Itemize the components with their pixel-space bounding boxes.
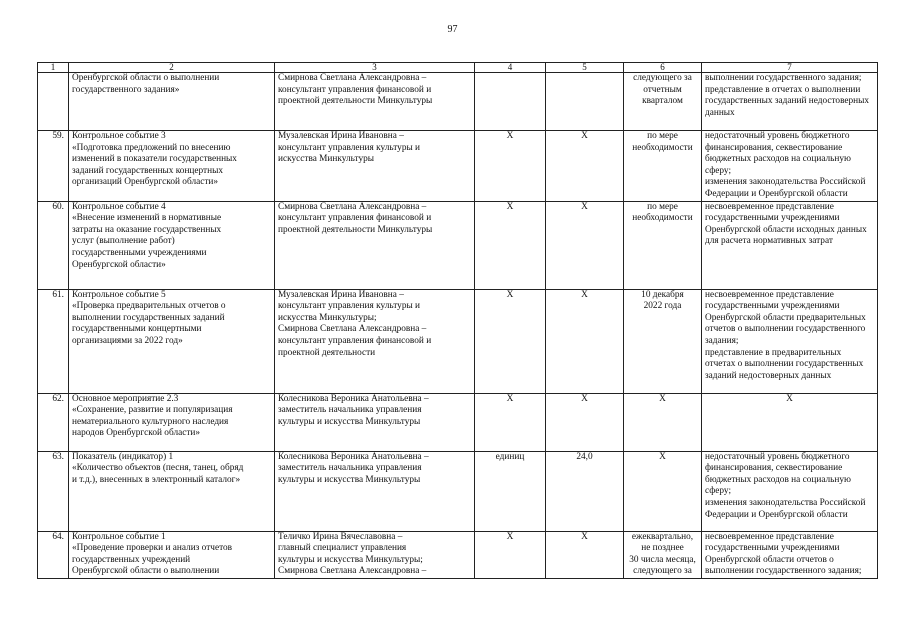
unit-cell	[475, 73, 546, 131]
responsible-cell: Колесникова Вероника Анатольевна – заместитель начальника управления культуры и искусства Минкультуры	[275, 451, 475, 531]
event-cell: Контрольное событие 5 «Проверка предварительных отчетов о выполнении государственных заданий государственными концертными организациями за 2022 год»	[69, 289, 275, 393]
value-cell: Х	[546, 289, 624, 393]
responsible-cell: Теличко Ирина Вячеславовна – главный специалист управления культуры и искусства Минкультуры; Смирнова Светлана Александровна –	[275, 531, 475, 578]
unit-cell: Х	[475, 289, 546, 393]
risks-cell: Х	[702, 393, 878, 451]
column-header: 6	[624, 63, 702, 73]
value-cell: Х	[546, 531, 624, 578]
event-cell: Контрольное событие 1 «Проведение проверки и анализ отчетов государственных учреждений Оренбургской области о выполнении	[69, 531, 275, 578]
table-row	[38, 201, 878, 289]
table-row	[38, 73, 878, 131]
deadline-cell: 10 декабря 2022 года	[624, 289, 702, 393]
table-row	[38, 531, 878, 578]
column-header: 3	[275, 63, 475, 73]
column-header: 4	[475, 63, 546, 73]
row-number: 64.	[38, 531, 69, 578]
table-row	[38, 393, 878, 451]
responsible-cell: Колесникова Вероника Анатольевна – заместитель начальника управления культуры и искусства Минкультуры	[275, 393, 475, 451]
risks-cell: несвоевременное представление государственными учреждениями Оренбургской области предварительных отчетов о выполнении государственного задания; представление в предварительных отчетах о выполнении государственных заданий недостоверных данных	[702, 289, 878, 393]
risks-cell: несвоевременное представление государственными учреждениями Оренбургской области исходных данных для расчета нормативных затрат	[702, 201, 878, 289]
risks-cell: недостаточный уровень бюджетного финансирования, секвестирование бюджетных расходов на социальную сферу; изменения законодательства Российской Федерации и Оренбургской области	[702, 451, 878, 531]
deadline-cell: следующего за отчетным кварталом	[624, 73, 702, 131]
unit-cell: Х	[475, 131, 546, 202]
unit-cell: Х	[475, 531, 546, 578]
unit-cell: Х	[475, 201, 546, 289]
row-number: 62.	[38, 393, 69, 451]
row-number: 61.	[38, 289, 69, 393]
row-number	[38, 73, 69, 131]
responsible-cell: Смирнова Светлана Александровна – консультант управления финансовой и проектной деятельности Минкультуры	[275, 201, 475, 289]
risks-cell: выполнении государственного задания; представление в отчетах о выполнении государственных заданий недостоверных данных	[702, 73, 878, 131]
responsible-cell: Музалевская Ирина Ивановна – консультант управления культуры и искусства Минкультуры; Смирнова Светлана Александровна – консультант управления финансовой и проектной деятельности	[275, 289, 475, 393]
event-cell: Основное мероприятие 2.3 «Сохранение, развитие и популяризация нематериального культурного наследия народов Оренбургской области»	[69, 393, 275, 451]
responsible-cell: Музалевская Ирина Ивановна – консультант управления культуры и искусства Минкультуры	[275, 131, 475, 202]
table-row	[38, 131, 878, 202]
unit-cell: единиц	[475, 451, 546, 531]
plan-table	[37, 62, 878, 579]
value-cell: Х	[546, 131, 624, 202]
row-number: 59.	[38, 131, 69, 202]
value-cell: Х	[546, 201, 624, 289]
event-cell: Контрольное событие 3 «Подготовка предложений по внесению изменений в показатели государственных заданий государственных концертных организаций Оренбургской области»	[69, 131, 275, 202]
risks-cell: недостаточный уровень бюджетного финансирования, секвестирование бюджетных расходов на социальную сферу; изменения законодательства Российской Федерации и Оренбургской области	[702, 131, 878, 202]
deadline-cell: Х	[624, 393, 702, 451]
table-row	[38, 451, 878, 531]
column-header: 2	[69, 63, 275, 73]
column-header: 1	[38, 63, 69, 73]
row-number: 63.	[38, 451, 69, 531]
event-cell: Оренбургской области о выполнении государственного задания»	[69, 73, 275, 131]
deadline-cell: по мере необходимости	[624, 131, 702, 202]
column-header: 7	[702, 63, 878, 73]
risks-cell: несвоевременное представление государственными учреждениями Оренбургской области отчетов о выполнении государственного задания;	[702, 531, 878, 578]
event-cell: Показатель (индикатор) 1 «Количество объектов (песня, танец, обряд и т.д.), внесенных в электронный каталог»	[69, 451, 275, 531]
table-row	[38, 289, 878, 393]
row-number: 60.	[38, 201, 69, 289]
column-header: 5	[546, 63, 624, 73]
deadline-cell: по мере необходимости	[624, 201, 702, 289]
value-cell: Х	[546, 393, 624, 451]
event-cell: Контрольное событие 4 «Внесение изменений в нормативные затраты на оказание государственных услуг (выполнение работ) государственными учреждениями Оренбургской области»	[69, 201, 275, 289]
header-row	[38, 63, 878, 73]
page-number: 97	[447, 24, 458, 35]
value-cell	[546, 73, 624, 131]
deadline-cell: Х	[624, 451, 702, 531]
deadline-cell: ежеквартально, не позднее 30 числа месяца, следующего за	[624, 531, 702, 578]
value-cell: 24,0	[546, 451, 624, 531]
unit-cell: Х	[475, 393, 546, 451]
responsible-cell: Смирнова Светлана Александровна – консультант управления финансовой и проектной деятельности Минкультуры	[275, 73, 475, 131]
